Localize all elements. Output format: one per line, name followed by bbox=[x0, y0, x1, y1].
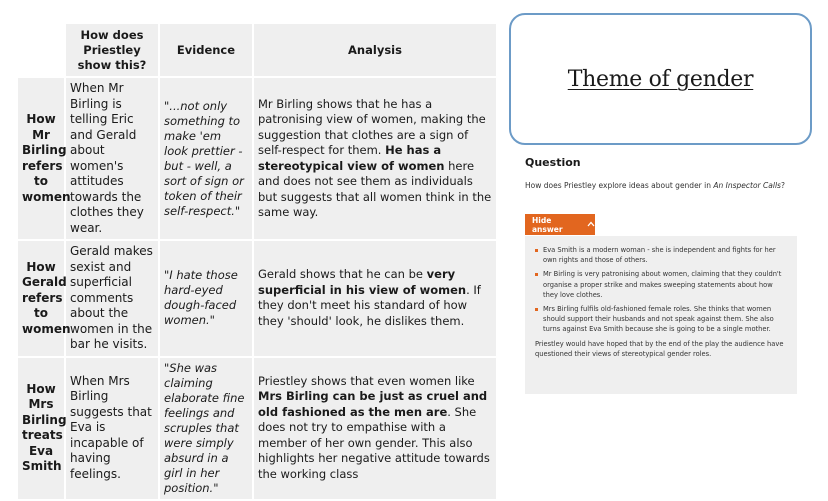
row-how: When Mrs Birling suggests that Eva is incapable of having feelings. bbox=[65, 357, 159, 500]
table-row bbox=[17, 357, 497, 500]
analysis-bold: He has a stereotypical view of women bbox=[258, 143, 445, 173]
analysis-text: Mr Birling shows that he has a patronising view of women, making the suggestion that clothes are a sign of self-respect for them. bbox=[258, 96, 486, 157]
chevron-up-icon bbox=[587, 220, 595, 229]
hide-answer-button[interactable] bbox=[525, 214, 595, 235]
list-item: Eva Smith is a modern woman - she is independent and fights for her own rights and those of others. bbox=[535, 245, 787, 265]
table-row bbox=[17, 240, 497, 357]
table-header-row bbox=[17, 23, 497, 77]
header-blank bbox=[17, 23, 65, 77]
row-evidence: "...not only something to make 'em look prettier - but - well, a sort of sign or token of their self-respect." bbox=[159, 77, 253, 240]
analysis-bold: very superficial in his view of women bbox=[258, 267, 467, 297]
analysis-text: Priestley shows that even women like bbox=[258, 373, 475, 388]
question-text-part: How does Priestley explore ideas about gender in bbox=[525, 181, 714, 190]
answer-list bbox=[535, 245, 787, 335]
page-title: Theme of gender bbox=[567, 66, 754, 92]
table-row bbox=[17, 77, 497, 240]
analysis-text: Gerald shows that he can be bbox=[258, 267, 427, 282]
answer-panel bbox=[525, 236, 797, 394]
question-label: Question bbox=[525, 156, 581, 169]
gender-analysis-table bbox=[16, 22, 498, 501]
title-card bbox=[509, 13, 812, 145]
header-evidence: Evidence bbox=[159, 23, 253, 77]
question-text bbox=[525, 180, 795, 191]
question-play-title: An Inspector Calls bbox=[713, 181, 781, 190]
row-analysis bbox=[253, 240, 497, 357]
analysis-bold: Mrs Birling can be just as cruel and old fashioned as the men are bbox=[258, 389, 488, 419]
row-topic: How Mr Birling refers to women bbox=[17, 77, 65, 240]
hide-answer-label: Hide answer bbox=[532, 215, 563, 234]
row-analysis bbox=[253, 77, 497, 240]
list-item: Mrs Birling fulfils old-fashioned female roles. She thinks that women should support their husbands and not speak against them. She also turns against Eva Smith because she is going to be a single mother. bbox=[535, 304, 787, 335]
header-analysis: Analysis bbox=[253, 23, 497, 77]
analysis-text: . She does not try to empathise with a member of her own gender. This also highlights her negative attitude towards the working class bbox=[258, 404, 490, 481]
row-how: Gerald makes sexist and superficial comments about the women in the bar he visits. bbox=[65, 240, 159, 357]
row-analysis bbox=[253, 357, 497, 500]
row-how: When Mr Birling is telling Eric and Gerald about women's attitudes towards the clothes they wear. bbox=[65, 77, 159, 240]
header-how: How does Priestley show this? bbox=[65, 23, 159, 77]
list-item: Mr Birling is very patronising about women, claiming that they couldn't organise a proper strike and makes sweeping statements about how they love clothes. bbox=[535, 269, 787, 300]
analysis-text: here and does not see them as individuals but suggests that all women think in the same way. bbox=[258, 158, 492, 219]
question-text-part: ? bbox=[780, 181, 785, 190]
row-topic: How Mrs Birling treats Eva Smith bbox=[17, 357, 65, 500]
row-topic: How Gerald refers to women bbox=[17, 240, 65, 357]
analysis-text: . If they don't meet his standard of how they 'should' look, he dislikes them. bbox=[258, 282, 481, 328]
row-evidence: "I hate those hard-eyed dough-faced women." bbox=[159, 240, 253, 357]
row-evidence: "She was claiming elaborate fine feelings and scruples that were simply absurd in a girl in her position." bbox=[159, 357, 253, 500]
answer-conclusion: Priestley would have hoped that by the end of the play the audience have questioned their views of stereotypical gender roles. bbox=[535, 339, 784, 358]
